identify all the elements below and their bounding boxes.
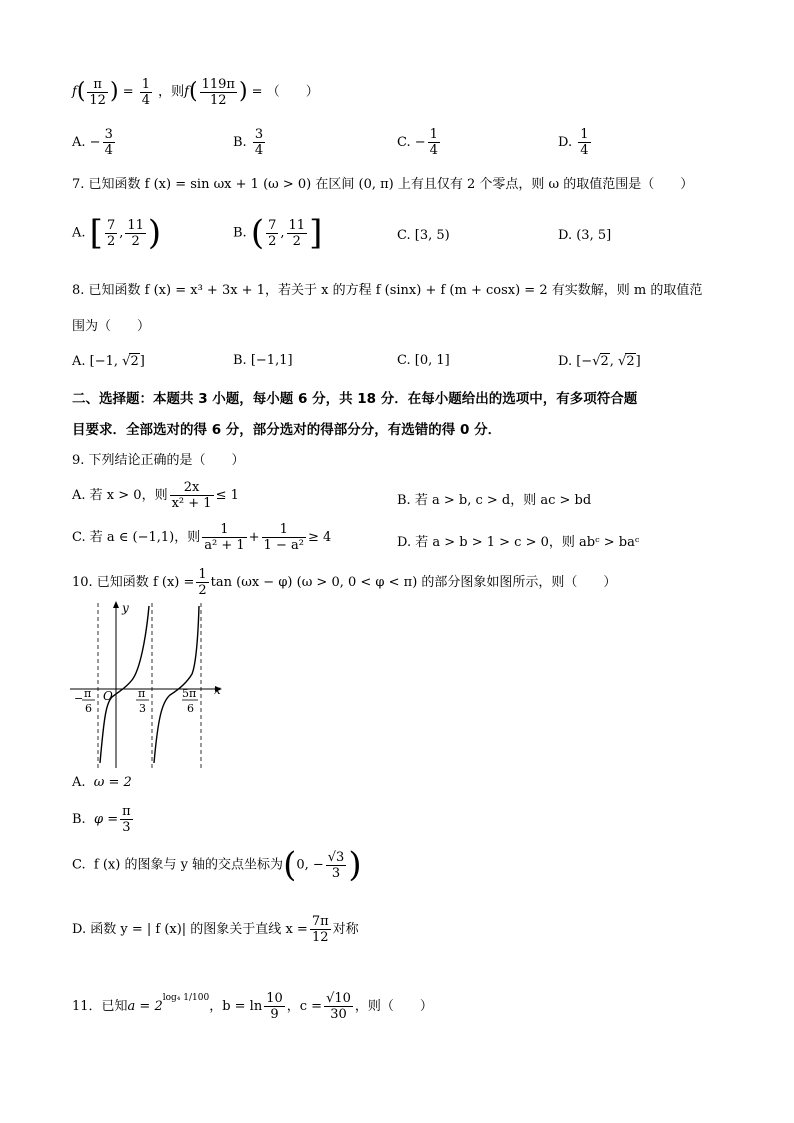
q7-option-a[interactable]: A. [ $\frac{7}{2}$ , $\frac{11}{2}$ ) xyxy=(72,213,162,253)
tick-neg-pi-6-num: π xyxy=(84,687,92,700)
q8-stem-cont: 围为（ ） xyxy=(72,319,151,334)
q7-option-d[interactable]: D. (3, 5] xyxy=(558,228,612,243)
y-axis-arrow xyxy=(113,601,119,608)
q9-stem: 9. 下列结论正确的是（ ） xyxy=(72,453,245,468)
tick-neg-pi-6-sign: − xyxy=(74,692,84,705)
origin-label: O xyxy=(103,689,113,703)
q8-option-b[interactable]: B. [−1,1] xyxy=(233,353,293,368)
q10-option-b[interactable]: B. φ = $\frac{\pi}{3}$ xyxy=(72,804,131,835)
q7-option-c[interactable]: C. [3, 5) xyxy=(397,228,450,243)
q10-option-d[interactable]: D. 函数 y = | f (x)| 的图象关于直线 x = $\frac{7\pi}{12}$ 对称 xyxy=(72,914,359,945)
q8-option-d[interactable]: D. [−√2, √2] xyxy=(558,354,641,369)
q6-option-b[interactable]: B. $\frac{3}{4}$ xyxy=(233,127,264,158)
q6-option-c[interactable]: C. − $\frac{1}{4}$ xyxy=(397,127,438,158)
q6-option-a[interactable]: A. − $\frac{3}{4}$ xyxy=(72,127,113,158)
q6-f: f xyxy=(72,84,77,100)
q9-option-d[interactable]: D. 若 a > b > 1 > c > 0，则 abᶜ > baᶜ xyxy=(397,535,640,550)
tan-branch-2 xyxy=(154,606,199,763)
q9-option-a[interactable]: A. 若 x > 0，则 $\frac{2x}{\text{x² + 1}}$ ≤ 1 xyxy=(72,480,239,511)
tick-5pi-6-den: 6 xyxy=(187,702,194,715)
x-axis-label: x xyxy=(214,683,221,697)
tick-pi-3-num: π xyxy=(138,687,146,700)
q10-stem: 10. 已知函数 f (x) = $\frac{1}{2}$ tan (ωx − φ) (ω > 0, 0 < φ < π) 的部分图象如图所示，则（ ） xyxy=(72,567,617,598)
tick-5pi-6-num: 5π xyxy=(182,687,197,700)
q8-option-c[interactable]: C. [0, 1] xyxy=(397,353,450,368)
q8-option-a[interactable]: A. [−1, √2] xyxy=(72,354,145,369)
q7-stem: 7. 已知函数 f (x) = sin ωx + 1 (ω > 0) 在区间 (0, π) 上有且仅有 2 个零点，则 ω 的取值范围是（ ） xyxy=(72,177,694,192)
q10-option-a[interactable]: A. ω = 2 xyxy=(72,775,132,790)
q6-option-d[interactable]: D. $\frac{1}{4}$ xyxy=(558,127,589,158)
tick-pi-3-den: 3 xyxy=(139,702,146,715)
q6-stem: f( $\frac{\pi}{12}$ ) = $\frac{1}{4}$ ，则f( $\frac{119\pi}{12}$ ) = （ ） xyxy=(72,76,319,108)
q6-arg1: $\frac{\pi}{12}$ xyxy=(89,76,106,108)
tangent-graph xyxy=(70,598,230,770)
q6-value: $\frac{1}{4}$ xyxy=(141,76,151,108)
section2-line2: 目要求．全部选对的得 6 分，部分选对的得部分分，有选错的得 0 分． xyxy=(72,422,502,438)
y-axis-label: y xyxy=(122,601,129,615)
q10-option-c[interactable]: C. f (x) 的图象与 y 轴的交点坐标为(0, − $\frac{√3}{3}$ ) xyxy=(72,845,362,885)
q8-stem: 8. 已知函数 f (x) = x³ + 3x + 1，若关于 x 的方程 f (sinx) + f (m + cosx) = 2 有实数解，则 m 的取值范 xyxy=(72,283,703,298)
tan-branch-1 xyxy=(100,606,149,763)
section2-line1: 二、选择题：本题共 3 小题，每小题 6 分，共 18 分．在每小题给出的选项中，有多项符合题 xyxy=(72,391,638,407)
q9-option-b[interactable]: B. 若 a > b, c > d，则 ac > bd xyxy=(397,493,592,508)
q6-arg2: $\frac{119\pi}{12}$ xyxy=(201,76,235,108)
tick-neg-pi-6-den: 6 xyxy=(85,702,92,715)
q7-option-b[interactable]: B. ( $\frac{7}{2}$ , $\frac{11}{2}$ ] xyxy=(233,213,323,253)
q11-stem: 11．已知$a = 2^{log_4 1/100}$，b = ln $\frac{10}{9}$ ，c = $\frac{√10}{30}$ ，则（ ） xyxy=(72,991,433,1022)
q9-option-c[interactable]: C. 若 a ∈ (−1,1)，则 $\frac{1}{\text{a² + 1}}$ + $\frac{1}{\text{1 − a²}}$ ≥ 4 xyxy=(72,522,332,553)
